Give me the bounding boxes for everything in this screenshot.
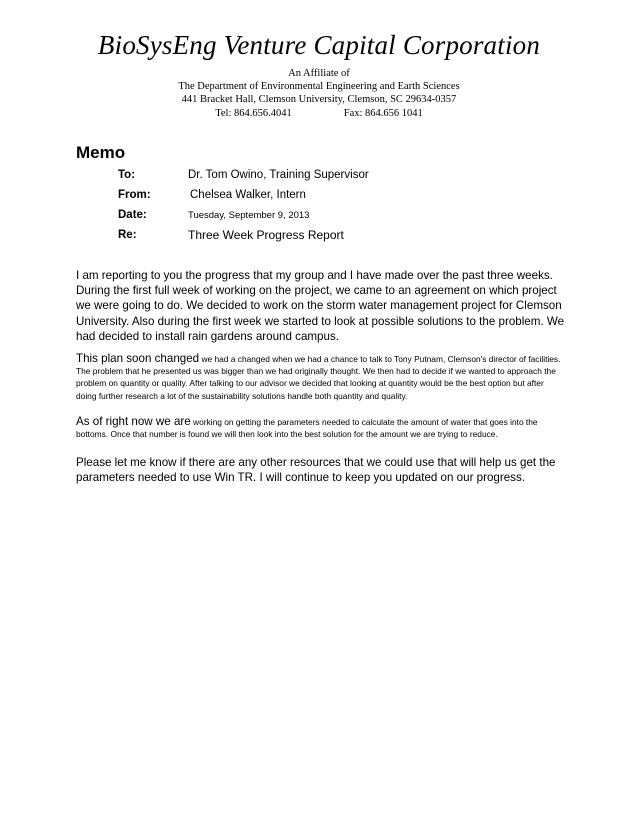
field-value: Three Week Progress Report (188, 228, 344, 242)
paragraph-3-lead: As of right now we are (76, 414, 191, 428)
paragraph-3-rest: working on getting the parameters needed to calculate the amount of water that goes into the bottoms. Once that number is found we will then look into the best solution for the amount we are trying to reduce. (76, 416, 538, 440)
affiliation-block (0, 67, 638, 120)
telephone: Tel: 864.656.4041 (215, 107, 292, 119)
paragraph-2-rest: we had a changed when we had a chance to talk to Tony Putnam, Clemson's director of facilities. The problem that he presented us was bigger than we had originally thought. We then had to decide if we wanted to approach the problem on quantity or quality. After talking to our advisor we decided that looking at quantity would be the best option but after doing further research a lot of the sustainability solutions handle both quantity and quality. (76, 354, 561, 401)
field-label: From: (118, 189, 151, 201)
field-label: Date: (118, 209, 147, 221)
paragraph-3 (76, 416, 566, 440)
field-value: Dr. Tom Owino, Training Supervisor (188, 169, 369, 181)
contact-line (0, 107, 638, 120)
fax: Fax: 864.656 1041 (343, 107, 423, 119)
field-label: To: (118, 169, 136, 181)
memo-title: Memo (76, 143, 126, 162)
field-label: Re: (118, 229, 137, 241)
field-value: Chelsea Walker, Intern (190, 189, 306, 201)
paragraph-4: Please let me know if there are any other resources that we could use that will help us get the parameters needed to use Win TR. I will continue to keep you updated on our progress. (76, 456, 556, 485)
address-line: 441 Bracket Hall, Clemson University, Clemson, SC 29634-0357 (181, 94, 457, 106)
department-line: The Department of Environmental Engineering and Earth Sciences (178, 81, 460, 93)
paragraph-2-lead: This plan soon changed (76, 352, 200, 366)
paragraph-1: I am reporting to you the progress that my group and I have made over the past three weeks. During the first full week of working on the project, we came to an agreement on which project we were going to do. We decided to work on the storm water management project for Clemson University. Also during the first week we started to look at possible solutions to the problem. We had decided to install rain gardens around campus. (76, 269, 565, 343)
paragraph-2 (76, 353, 566, 402)
affiliate-line: An Affiliate of (288, 68, 350, 79)
letterhead (0, 28, 638, 120)
company-name: BioSysEng Venture Capital Corporation (97, 30, 541, 60)
field-value: Tuesday, September 9, 2013 (188, 210, 310, 221)
memo-body (76, 268, 566, 495)
